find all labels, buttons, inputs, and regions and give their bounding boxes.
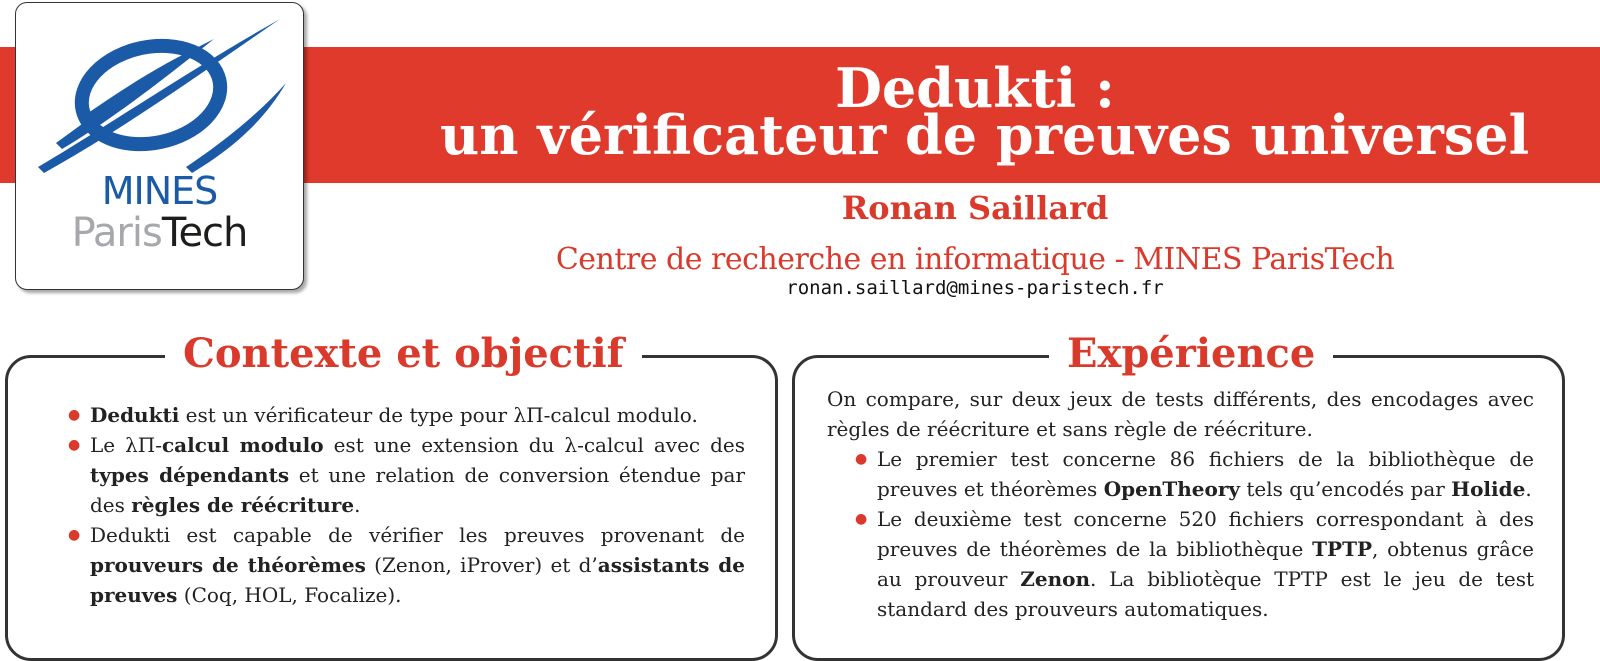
logo-text-paris: Paris [71,210,162,256]
list-item: ● Dedukti est un vérificateur de type pour λΠ-calcul modulo. [68,400,745,430]
list-item: ● Le λΠ-calcul modulo est une extension du λ-calcul avec des types dépendants et une relation de conversion étendue par des règles de réécriture. [68,430,745,520]
affiliation: Centre de recherche en informatique - MINES ParisTech [555,242,1395,277]
logo-emblem-icon [36,17,286,177]
list-item: ● Le premier test concerne 86 fichiers de la bibliothèque de preuves et théorèmes OpenTheory tels qu’encodés par Holide. [855,444,1534,504]
context-body [8,386,775,610]
experience-intro: On compare, sur deux jeux de tests différents, des encodages avec règles de réécriture et sans règle de réécriture. [827,387,1534,441]
mines-paristech-logo [15,2,304,290]
experience-list [827,444,1534,624]
list-item: ● Dedukti est capable de vérifier les preuves provenant de prouveurs de théorèmes (Zenon, iProver) et d’assistants de preuves (Coq, HOL, Focalize). [68,520,745,610]
experience-panel [792,330,1565,661]
title-line-2: un vérificateur de preuves universel [440,103,1530,167]
list-item: ● Le deuxième test concerne 520 fichiers correspondant à des preuves de théorèmes de la bibliothèque TPTP, obtenus grâce au prouveur Zenon. La bibliotèque TPTP est le jeu de test standard des prouveurs automatiques. [855,504,1534,624]
context-panel [5,330,778,661]
experience-heading: Expérience [1049,328,1333,380]
author-email: ronan.saillard@mines-paristech.fr [786,277,1164,299]
experience-body [795,384,1562,624]
logo-text-mines: MINES [101,169,218,213]
context-heading: Contexte et objectif [165,328,642,380]
logo-text-paristech [16,211,303,255]
logo-text-tech: Tech [161,210,248,256]
context-list [68,400,745,610]
author-name: Ronan Saillard [841,189,1109,227]
title-line-1: Dedukti : [835,56,1115,120]
